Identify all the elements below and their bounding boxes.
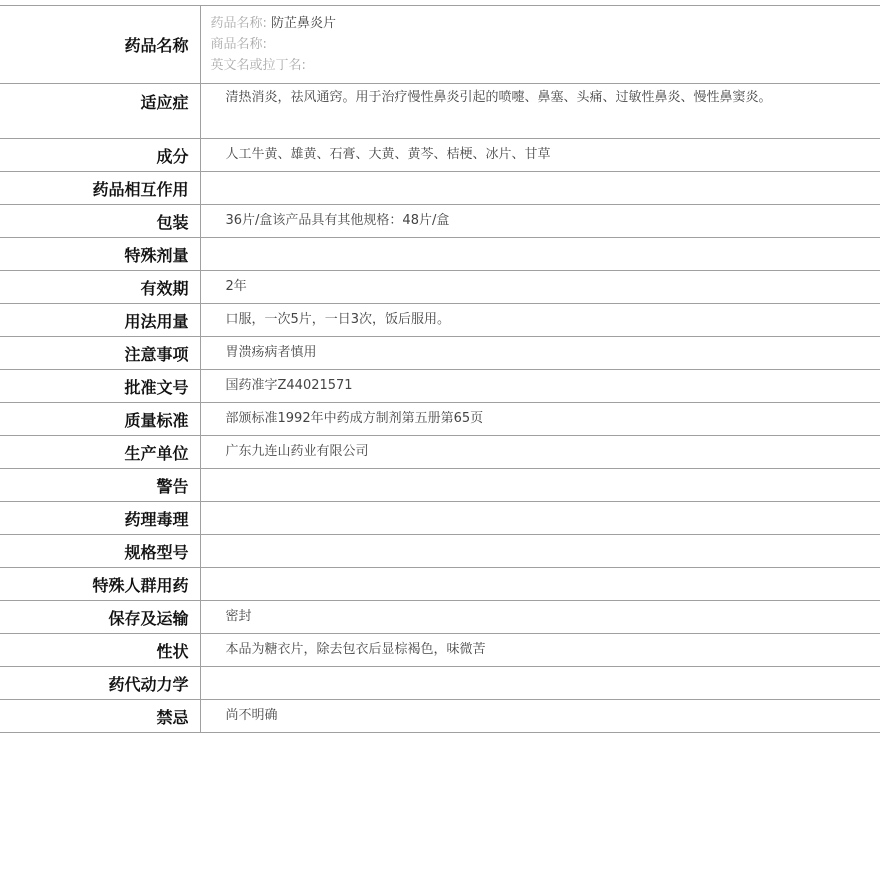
row-value: 口服，一次5片，一日3次，饭后服用。 <box>200 304 880 337</box>
row-label: 有效期 <box>0 271 200 304</box>
row-label: 药理毒理 <box>0 502 200 535</box>
drug-name-line <box>211 13 880 34</box>
row-value <box>200 568 880 601</box>
row-value <box>200 502 880 535</box>
row-value <box>200 238 880 271</box>
table-row <box>0 139 880 172</box>
name-cell <box>200 6 880 84</box>
row-label: 规格型号 <box>0 535 200 568</box>
row-value: 本品为糖衣片，除去包衣后显棕褐色，味微苦 <box>200 634 880 667</box>
row-label: 药品名称 <box>0 6 200 84</box>
table-row <box>0 535 880 568</box>
row-label: 特殊剂量 <box>0 238 200 271</box>
row-label: 药品相互作用 <box>0 172 200 205</box>
table-row <box>0 700 880 733</box>
row-label: 注意事项 <box>0 337 200 370</box>
row-value: 人工牛黄、雄黄、石膏、大黄、黄芩、桔梗、冰片、甘草 <box>200 139 880 172</box>
row-value: 2年 <box>200 271 880 304</box>
table-row <box>0 403 880 436</box>
row-label: 成分 <box>0 139 200 172</box>
row-label: 适应症 <box>0 84 200 139</box>
table-row <box>0 436 880 469</box>
row-label: 批准文号 <box>0 370 200 403</box>
row-label: 警告 <box>0 469 200 502</box>
trade-name-line <box>211 34 880 55</box>
row-value: 胃溃疡病者慎用 <box>200 337 880 370</box>
row-label: 保存及运输 <box>0 601 200 634</box>
table-row <box>0 634 880 667</box>
row-value: 36片/盒该产品具有其他规格：48片/盒 <box>200 205 880 238</box>
row-label: 特殊人群用药 <box>0 568 200 601</box>
drug-name-value: 防芷鼻炎片 <box>271 16 337 31</box>
row-value: 尚不明确 <box>200 700 880 733</box>
row-value: 广东九连山药业有限公司 <box>200 436 880 469</box>
table-row <box>0 601 880 634</box>
table-row <box>0 337 880 370</box>
english-name-line <box>211 55 880 76</box>
table-row <box>0 304 880 337</box>
table-row <box>0 667 880 700</box>
row-value <box>200 667 880 700</box>
row-value: 清热消炎，祛风通窍。用于治疗慢性鼻炎引起的喷嚏、鼻塞、头痛、过敏性鼻炎、慢性鼻窦炎。 <box>200 84 880 139</box>
trade-name-label: 商品名称: <box>210 37 267 52</box>
row-label: 生产单位 <box>0 436 200 469</box>
table-row <box>0 172 880 205</box>
row-value: 国药准字Z44021571 <box>200 370 880 403</box>
row-label: 禁忌 <box>0 700 200 733</box>
table-row <box>0 502 880 535</box>
drug-name-label: 药品名称: <box>210 16 267 31</box>
row-label: 性状 <box>0 634 200 667</box>
table-row <box>0 238 880 271</box>
row-label: 药代动力学 <box>0 667 200 700</box>
table-row-drug-name <box>0 6 880 84</box>
row-label: 质量标准 <box>0 403 200 436</box>
english-name-label: 英文名或拉丁名: <box>210 58 306 73</box>
table-row <box>0 370 880 403</box>
row-value: 密封 <box>200 601 880 634</box>
table-row-indication <box>0 84 880 139</box>
row-value <box>200 535 880 568</box>
table-row <box>0 469 880 502</box>
row-label: 用法用量 <box>0 304 200 337</box>
table-row <box>0 271 880 304</box>
row-value <box>200 469 880 502</box>
drug-spec-table <box>0 5 880 733</box>
row-value: 部颁标准1992年中药成方制剂第五册第65页 <box>200 403 880 436</box>
row-label: 包装 <box>0 205 200 238</box>
table-row <box>0 568 880 601</box>
table-row <box>0 205 880 238</box>
row-value <box>200 172 880 205</box>
